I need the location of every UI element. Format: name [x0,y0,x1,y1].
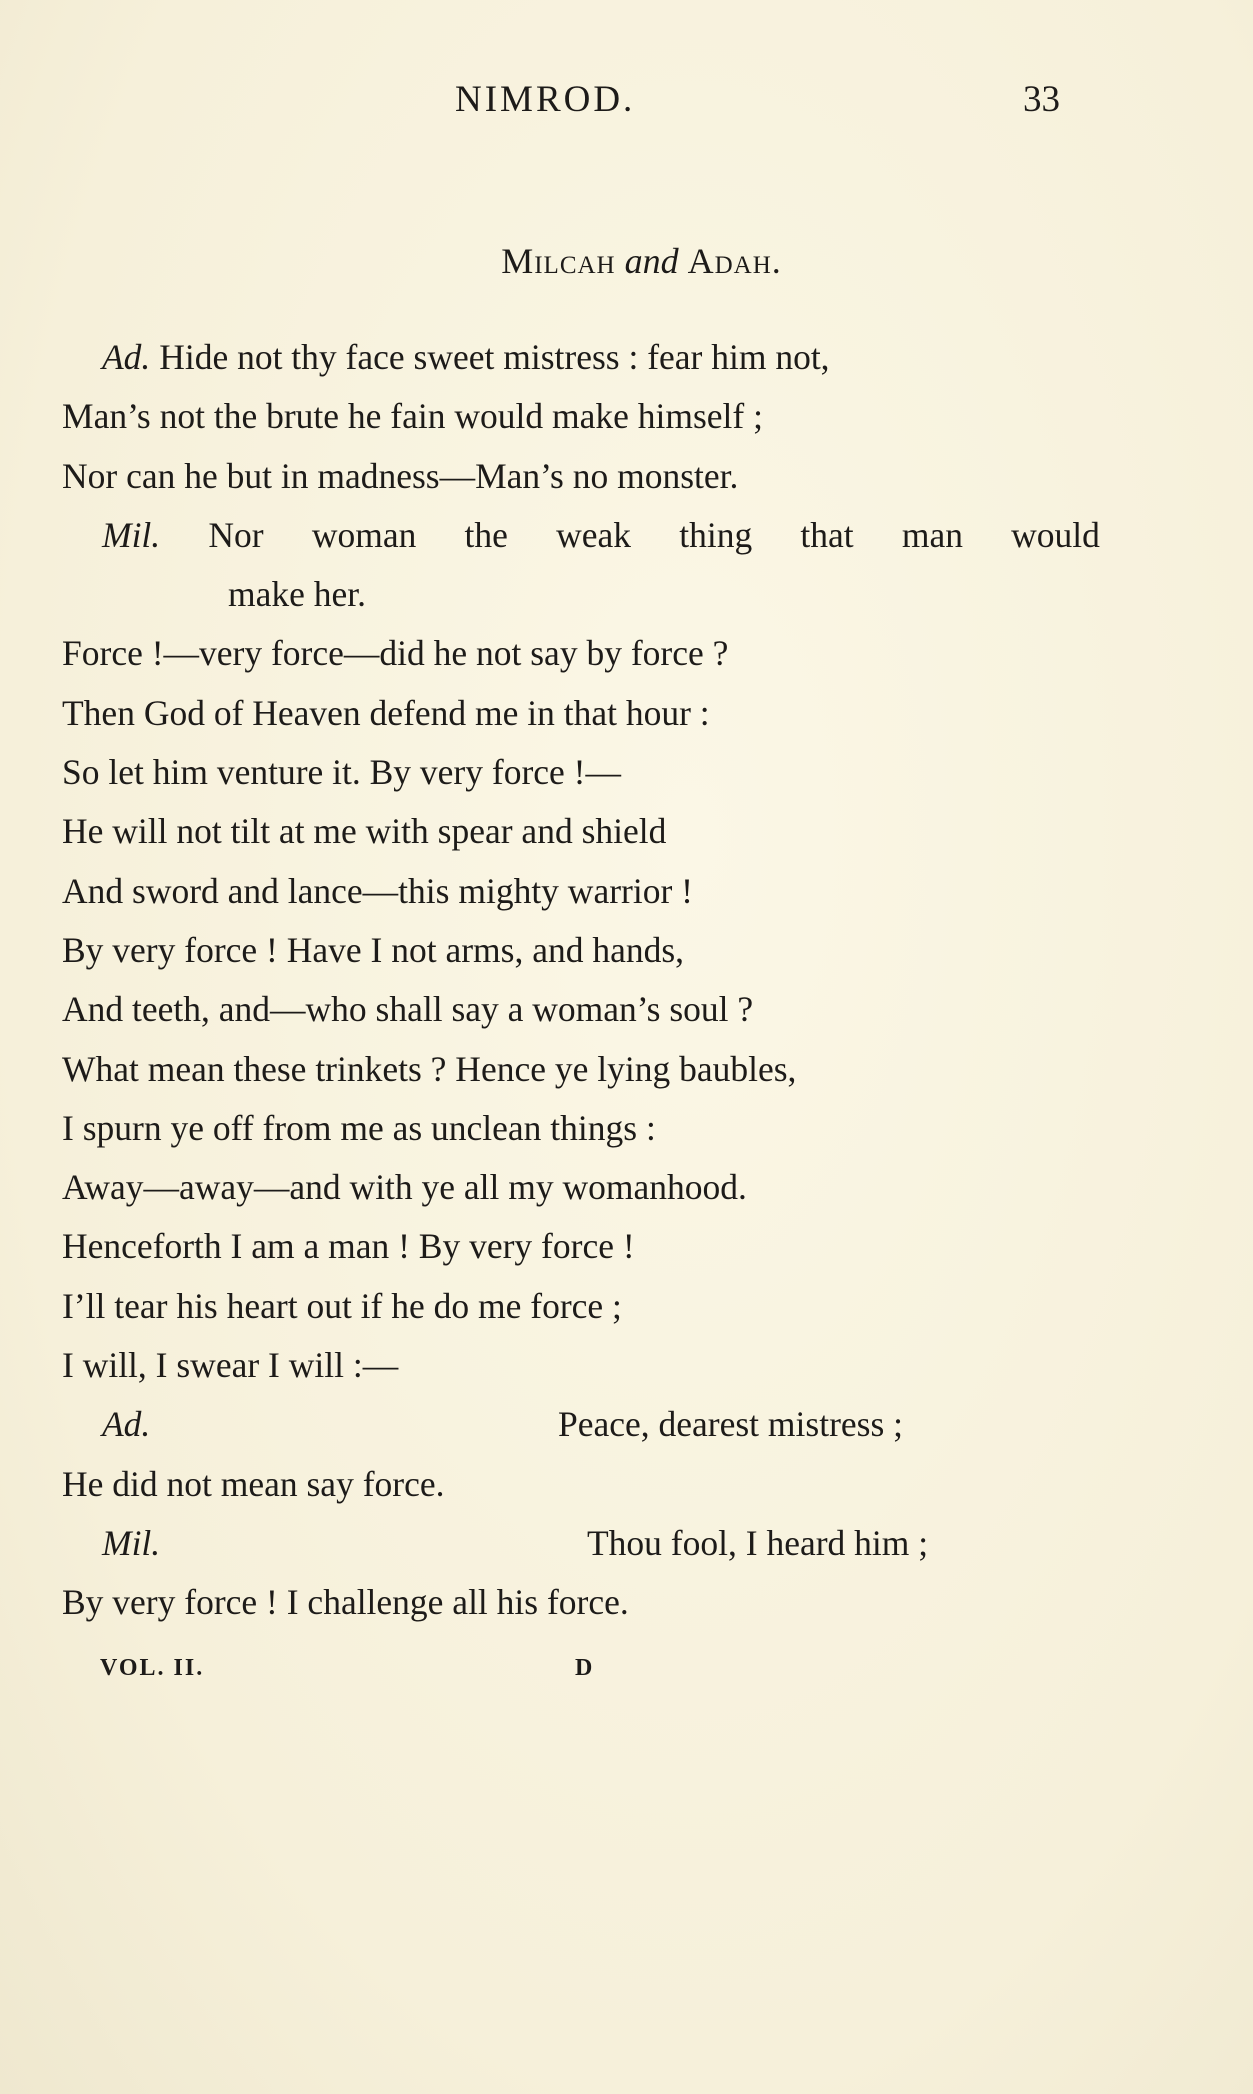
line-text: Henceforth I am a man ! By very force ! [62,1226,635,1267]
verse-line [62,921,1082,980]
verse-line [62,743,1082,802]
verse-line [62,1573,1082,1632]
running-head [0,78,1253,128]
verse-body [62,328,1100,1633]
verse-line [62,624,1082,683]
line-text: Then God of Heaven defend me in that hour : [62,692,710,733]
line-word: weak [556,514,632,555]
line-text: And sword and lance—this mighty warrior ! [62,870,693,911]
line-word: thing [679,514,753,555]
speaker-label: Ad. [102,337,151,377]
verse-line-continuation [62,565,1082,624]
verse-line [62,387,1082,446]
verse-line-split [62,1514,1082,1573]
line-word: woman [311,514,417,555]
verse-line [62,862,1082,921]
line-text: Peace, dearest mistress ; [558,1404,904,1445]
line-text: He did not mean say force. [62,1463,445,1504]
verse-line [62,684,1082,743]
signature-mark: D [575,1655,595,1681]
verse-line [62,1217,1082,1276]
speaker-label: Ad. [102,1404,151,1445]
speaker-label: Mil. [102,1522,161,1563]
line-text: What mean these trinkets ? Hence ye lying baubles, [62,1048,797,1089]
verse-line [62,1158,1082,1217]
verse-line [62,447,1082,506]
scene-heading [0,240,1253,282]
verse-line [62,980,1082,1039]
line-word: the [464,514,508,555]
line-text: Man’s not the brute he fain would make himself ; [62,396,763,437]
line-text: make her. [228,574,366,615]
volume-label: VOL. II. [100,1655,205,1681]
line-text: And teeth, and—who shall say a woman’s soul ? [62,989,754,1030]
line-text: He will not tilt at me with spear and shield [62,811,667,852]
line-text: Away—away—and with ye all my womanhood. [62,1167,747,1208]
heading-name-milcah: Milcah [501,241,616,281]
line-text: Force !—very force—did he not say by force ? [62,633,729,674]
line-text: I spurn ye off from me as unclean things : [62,1107,656,1148]
verse-line-split [62,1395,1082,1454]
line-text: Nor can he but in madness—Man’s no monster. [62,455,739,496]
verse-line [62,1455,1082,1514]
line-word: that [800,514,854,555]
page-footer [0,1655,1253,1695]
line-word: Nor [208,514,264,555]
verse-line [62,1277,1082,1336]
verse-line [62,1040,1082,1099]
verse-line [62,328,1082,387]
line-text: By very force ! Have I not arms, and hands, [62,929,685,970]
line-word: would [1011,514,1100,555]
verse-line [62,1099,1082,1158]
running-title: NIMROD. [455,79,636,120]
line-text: I will, I swear I will :— [62,1345,399,1386]
verse-line [62,1336,1082,1395]
line-text: Hide not thy face sweet mistress : fear him not, [150,337,830,377]
line-text: I’ll tear his heart out if he do me force ; [62,1285,622,1326]
speaker-label: Mil. [102,514,161,555]
line-text: Thou fool, I heard him ; [587,1522,929,1563]
verse-line [62,802,1082,861]
heading-conjunction: and [624,241,679,281]
line-word: man [901,514,963,555]
heading-name-adah: Adah. [687,241,782,281]
line-text: By very force ! I challenge all his force. [62,1582,629,1623]
verse-line [62,506,1100,565]
line-text: So let him venture it. By very force !— [62,752,621,793]
page-number: 33 [1023,79,1060,120]
